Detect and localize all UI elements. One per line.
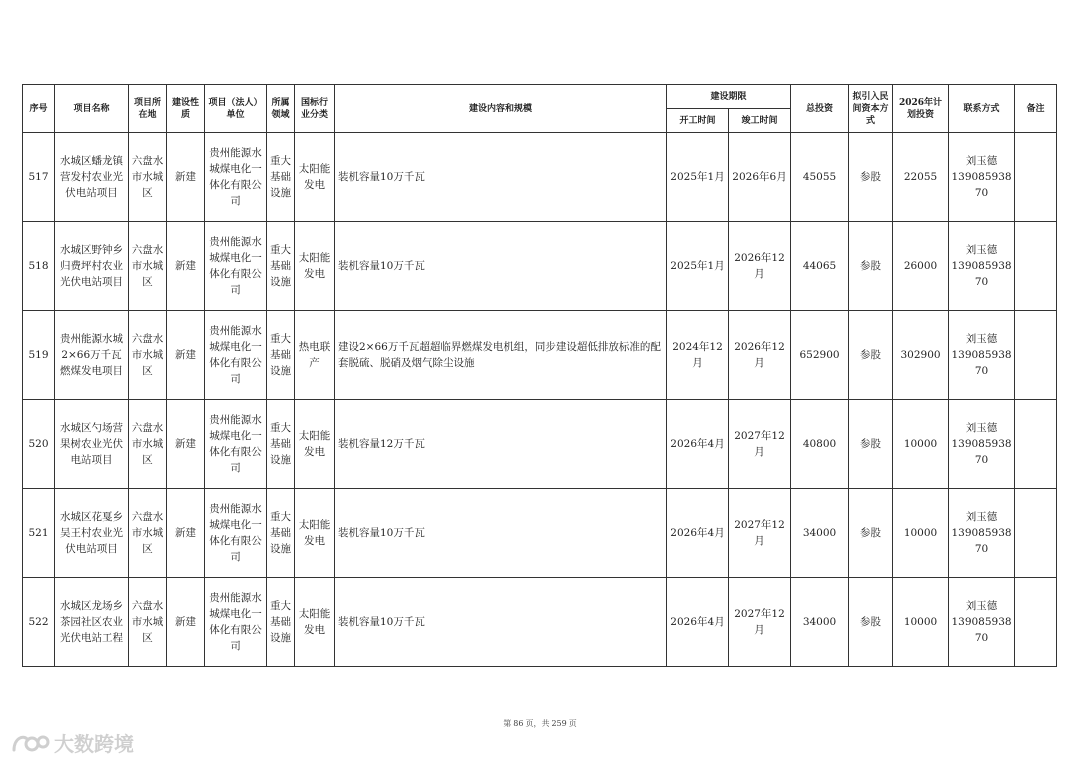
header-location: 项目所在地 [129, 85, 167, 133]
project-table [22, 84, 1057, 667]
cell-owner: 贵州能源水城煤电化一体化有限公司 [205, 578, 267, 667]
table-row [23, 489, 1057, 578]
header-industry: 国标行业分类 [295, 85, 335, 133]
cell-start: 2024年12月 [667, 311, 729, 400]
footer-suffix: 页 [568, 719, 577, 728]
cell-investment: 44065 [791, 222, 849, 311]
cell-contact [949, 400, 1015, 489]
cell-remark [1015, 400, 1057, 489]
cell-investment: 34000 [791, 578, 849, 667]
cell-nature: 新建 [167, 222, 205, 311]
cell-end: 2027年12月 [729, 400, 791, 489]
cell-seq: 522 [23, 578, 55, 667]
footer-total: 259 [551, 719, 567, 728]
cell-location: 六盘水市水城区 [129, 400, 167, 489]
header-plan2026: 2026年计划投资 [893, 85, 949, 133]
cell-owner: 贵州能源水城煤电化一体化有限公司 [205, 489, 267, 578]
contact-phone: 13908593870 [951, 260, 1012, 288]
cell-industry: 太阳能发电 [295, 489, 335, 578]
header-nature: 建设性质 [167, 85, 205, 133]
cell-remark [1015, 222, 1057, 311]
cell-plan2026: 10000 [893, 400, 949, 489]
contact-name: 刘玉德 [965, 422, 998, 434]
cell-contact [949, 133, 1015, 222]
table-body [23, 133, 1057, 667]
table-row [23, 578, 1057, 667]
header-seq: 序号 [23, 85, 55, 133]
cell-content: 建设2×66万千瓦超超临界燃煤发电机组，同步建设超低排放标准的配套脱硫、脱硝及烟气除尘设施 [335, 311, 667, 400]
cell-content: 装机容量10万千瓦 [335, 489, 667, 578]
table-row [23, 222, 1057, 311]
cell-name: 水城区花戛乡吴王村农业光伏电站项目 [55, 489, 129, 578]
footer-prefix: 第 [503, 719, 512, 728]
contact-name: 刘玉德 [965, 600, 998, 612]
header-content: 建设内容和规模 [335, 85, 667, 133]
cell-investment: 45055 [791, 133, 849, 222]
contact-phone: 13908593870 [951, 527, 1012, 555]
header-end: 竣工时间 [729, 109, 791, 133]
cell-start: 2025年1月 [667, 133, 729, 222]
cell-end: 2026年12月 [729, 311, 791, 400]
header-investment: 总投资 [791, 85, 849, 133]
header-name: 项目名称 [55, 85, 129, 133]
contact-name: 刘玉德 [965, 333, 998, 345]
cell-plan2026: 10000 [893, 489, 949, 578]
cell-nature: 新建 [167, 311, 205, 400]
cell-nature: 新建 [167, 133, 205, 222]
cell-name: 贵州能源水城2×66万千瓦燃煤发电项目 [55, 311, 129, 400]
cell-plan2026: 302900 [893, 311, 949, 400]
contact-name: 刘玉德 [965, 244, 998, 256]
cell-remark [1015, 489, 1057, 578]
cell-contact [949, 222, 1015, 311]
cell-private: 参股 [849, 222, 893, 311]
header-domain: 所属领域 [267, 85, 295, 133]
cell-remark [1015, 578, 1057, 667]
cell-start: 2026年4月 [667, 578, 729, 667]
cell-industry: 热电联产 [295, 311, 335, 400]
cell-nature: 新建 [167, 578, 205, 667]
cell-seq: 519 [23, 311, 55, 400]
cell-nature: 新建 [167, 400, 205, 489]
cell-industry: 太阳能发电 [295, 400, 335, 489]
cell-domain: 重大基础设施 [267, 222, 295, 311]
cell-location: 六盘水市水城区 [129, 311, 167, 400]
cell-owner: 贵州能源水城煤电化一体化有限公司 [205, 222, 267, 311]
cell-start: 2025年1月 [667, 222, 729, 311]
cell-content: 装机容量10万千瓦 [335, 133, 667, 222]
contact-name: 刘玉德 [965, 155, 998, 167]
cell-plan2026: 26000 [893, 222, 949, 311]
cell-domain: 重大基础设施 [267, 578, 295, 667]
contact-phone: 13908593870 [951, 616, 1012, 644]
header-owner: 项目（法人）单位 [205, 85, 267, 133]
cell-owner: 贵州能源水城煤电化一体化有限公司 [205, 311, 267, 400]
brand-logo-icon [10, 730, 50, 756]
cell-industry: 太阳能发电 [295, 222, 335, 311]
footer-page: 86 [513, 719, 524, 728]
cell-owner: 贵州能源水城煤电化一体化有限公司 [205, 133, 267, 222]
cell-name: 水城区野钟乡归费坪村农业光伏电站项目 [55, 222, 129, 311]
cell-name: 水城区龙场乡茶园社区农业光伏电站工程 [55, 578, 129, 667]
cell-nature: 新建 [167, 489, 205, 578]
cell-remark [1015, 133, 1057, 222]
cell-owner: 贵州能源水城煤电化一体化有限公司 [205, 400, 267, 489]
cell-end: 2026年12月 [729, 222, 791, 311]
cell-investment: 40800 [791, 400, 849, 489]
cell-name: 水城区勺场营果树农业光伏电站项目 [55, 400, 129, 489]
cell-contact [949, 578, 1015, 667]
page-footer [0, 718, 1080, 729]
cell-start: 2026年4月 [667, 489, 729, 578]
cell-name: 水城区蟠龙镇营发村农业光伏电站项目 [55, 133, 129, 222]
contact-phone: 13908593870 [951, 438, 1012, 466]
table-row [23, 311, 1057, 400]
cell-seq: 518 [23, 222, 55, 311]
cell-plan2026: 22055 [893, 133, 949, 222]
contact-phone: 13908593870 [951, 171, 1012, 199]
cell-start: 2026年4月 [667, 400, 729, 489]
cell-contact [949, 489, 1015, 578]
cell-content: 装机容量10万千瓦 [335, 578, 667, 667]
cell-private: 参股 [849, 489, 893, 578]
header-remark: 备注 [1015, 85, 1057, 133]
contact-name: 刘玉德 [965, 511, 998, 523]
cell-end: 2027年12月 [729, 489, 791, 578]
table-row [23, 133, 1057, 222]
cell-remark [1015, 311, 1057, 400]
table-row [23, 400, 1057, 489]
cell-investment: 34000 [791, 489, 849, 578]
cell-domain: 重大基础设施 [267, 400, 295, 489]
cell-content: 装机容量12万千瓦 [335, 400, 667, 489]
cell-domain: 重大基础设施 [267, 489, 295, 578]
cell-content: 装机容量10万千瓦 [335, 222, 667, 311]
header-private: 拟引入民间资本方式 [849, 85, 893, 133]
cell-seq: 521 [23, 489, 55, 578]
header-period: 建设期限 [667, 85, 791, 109]
cell-location: 六盘水市水城区 [129, 222, 167, 311]
cell-seq: 517 [23, 133, 55, 222]
cell-private: 参股 [849, 133, 893, 222]
header-contact: 联系方式 [949, 85, 1015, 133]
cell-investment: 652900 [791, 311, 849, 400]
header-start: 开工时间 [667, 109, 729, 133]
cell-plan2026: 10000 [893, 578, 949, 667]
cell-location: 六盘水市水城区 [129, 133, 167, 222]
cell-private: 参股 [849, 311, 893, 400]
contact-phone: 13908593870 [951, 349, 1012, 377]
cell-end: 2026年6月 [729, 133, 791, 222]
cell-end: 2027年12月 [729, 578, 791, 667]
cell-location: 六盘水市水城区 [129, 489, 167, 578]
cell-domain: 重大基础设施 [267, 311, 295, 400]
footer-middle: 页，共 [525, 719, 550, 728]
cell-private: 参股 [849, 578, 893, 667]
cell-industry: 太阳能发电 [295, 578, 335, 667]
watermark-text: 大数跨境 [54, 732, 134, 756]
cell-private: 参股 [849, 400, 893, 489]
cell-location: 六盘水市水城区 [129, 578, 167, 667]
cell-industry: 太阳能发电 [295, 133, 335, 222]
watermark [10, 728, 134, 757]
cell-domain: 重大基础设施 [267, 133, 295, 222]
cell-seq: 520 [23, 400, 55, 489]
cell-contact [949, 311, 1015, 400]
